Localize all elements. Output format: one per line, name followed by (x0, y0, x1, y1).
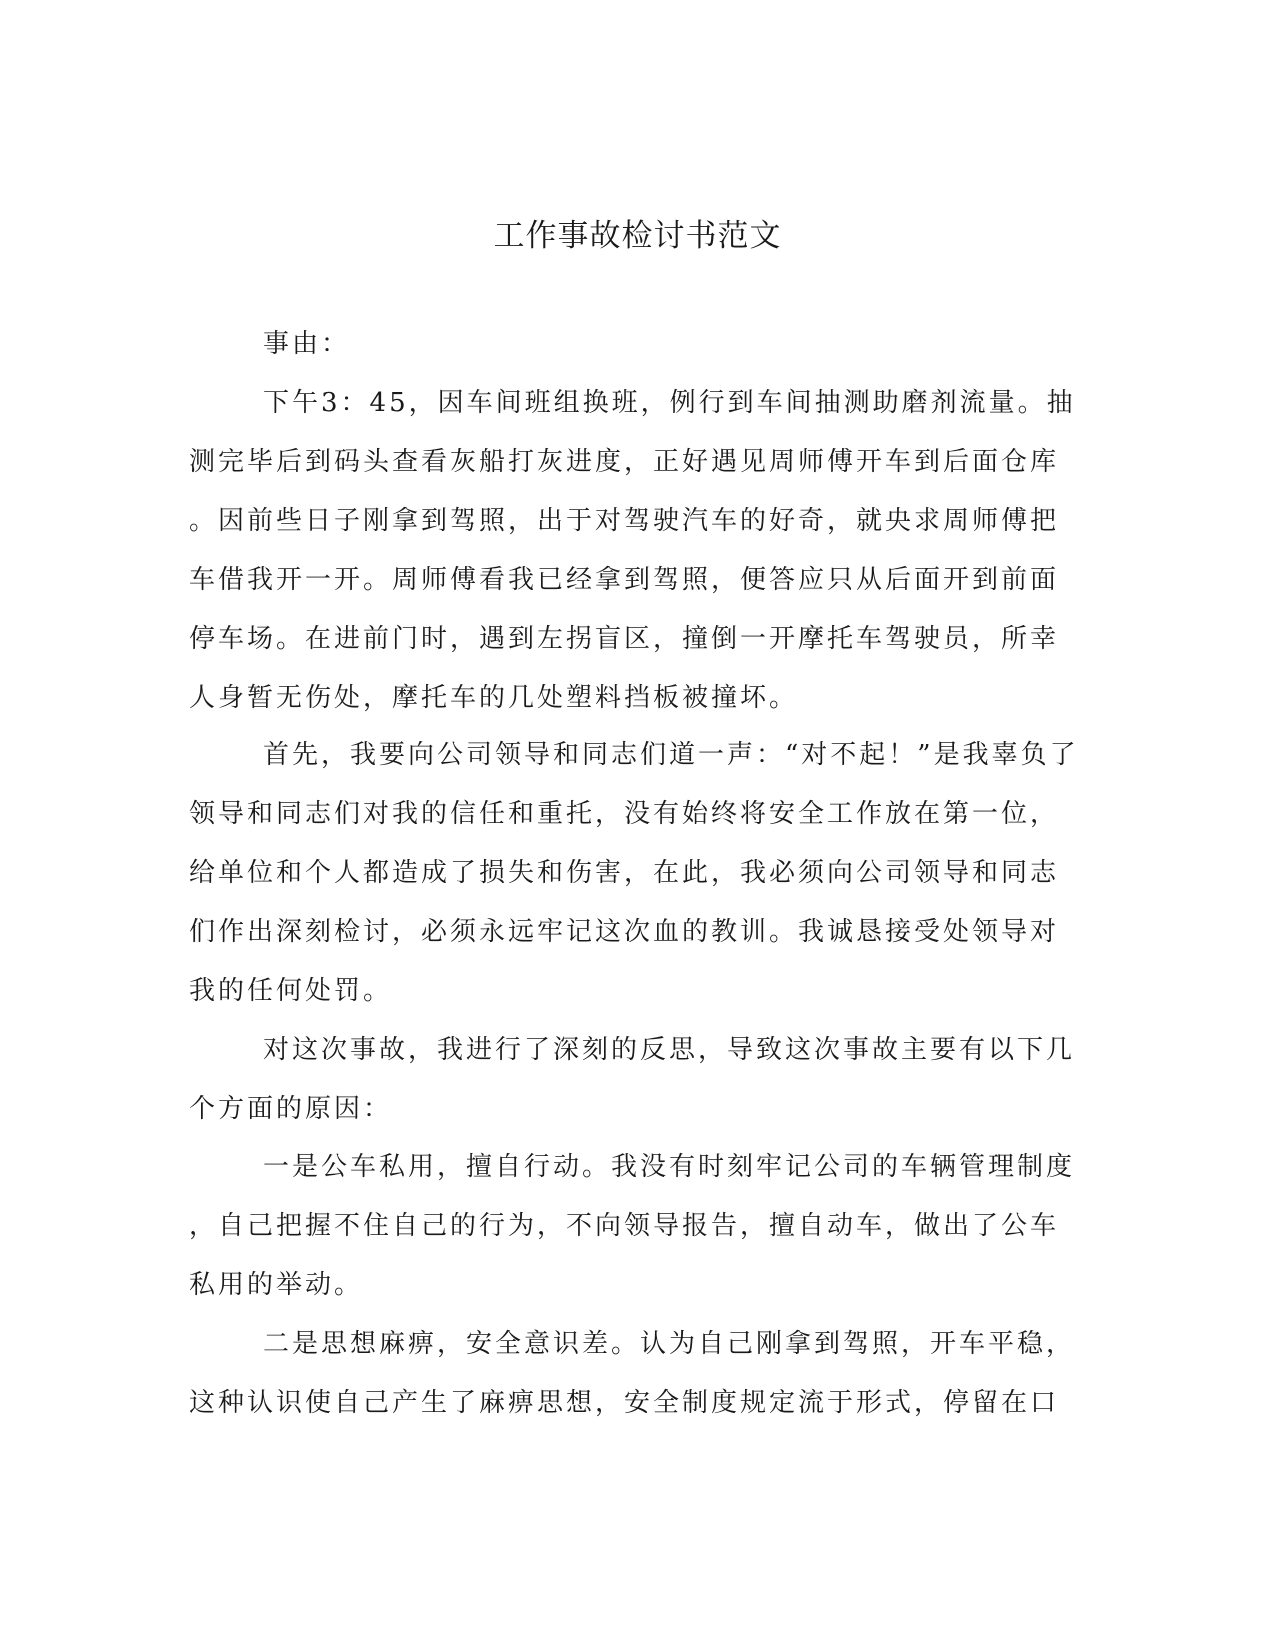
paragraph-line: 一是公车私用，擅自行动。我没有时刻牢记公司的车辆管理制度 (263, 1152, 1076, 1182)
paragraph-line: 车借我开一开。周师傅看我已经拿到驾照，便答应只从后面开到前面 (189, 565, 1060, 595)
paragraph-line: 个方面的原因： (189, 1094, 393, 1124)
paragraph-line: 人身暂无伤处，摩托车的几处塑料挡板被撞坏。 (189, 683, 799, 713)
paragraph-line: 领导和同志们对我的信任和重托，没有始终将安全工作放在第一位， (189, 799, 1060, 829)
paragraph-line: 首先，我要向公司领导和同志们道一声：“对不起！”是我辜负了 (263, 740, 1079, 770)
paragraph-line: 给单位和个人都造成了损失和伤害，在此，我必须向公司领导和同志 (189, 858, 1060, 888)
paragraph-line: ，自己把握不住自己的行为，不向领导报告，擅自动车，做出了公车 (189, 1211, 1060, 1241)
paragraph-line: 事由： (263, 329, 351, 359)
paragraph-line: 我的任何处罚。 (189, 976, 393, 1006)
paragraph-line: 下午3：45，因车间班组换班，例行到车间抽测助磨剂流量。抽 (263, 388, 1076, 418)
paragraph-line: 这种认识使自己产生了麻痹思想，安全制度规定流于形式，停留在口 (189, 1388, 1060, 1418)
paragraph-line: 私用的举动。 (189, 1270, 364, 1300)
document-title: 工作事故检讨书范文 (493, 218, 782, 254)
paragraph-line: 停车场。在进前门时，遇到左拐盲区，撞倒一开摩托车驾驶员，所幸 (189, 624, 1060, 654)
paragraph-line: 二是思想麻痹，安全意识差。认为自己刚拿到驾照，开车平稳， (263, 1329, 1076, 1359)
paragraph-line: 们作出深刻检讨，必须永远牢记这次血的教训。我诚恳接受处领导对 (189, 917, 1060, 947)
paragraph-line: 。因前些日子刚拿到驾照，出于对驾驶汽车的好奇，就央求周师傅把 (189, 506, 1060, 536)
paragraph-line: 对这次事故，我进行了深刻的反思，导致这次事故主要有以下几 (263, 1035, 1076, 1065)
paragraph-line: 测完毕后到码头查看灰船打灰进度，正好遇见周师傅开车到后面仓库 (189, 447, 1060, 477)
